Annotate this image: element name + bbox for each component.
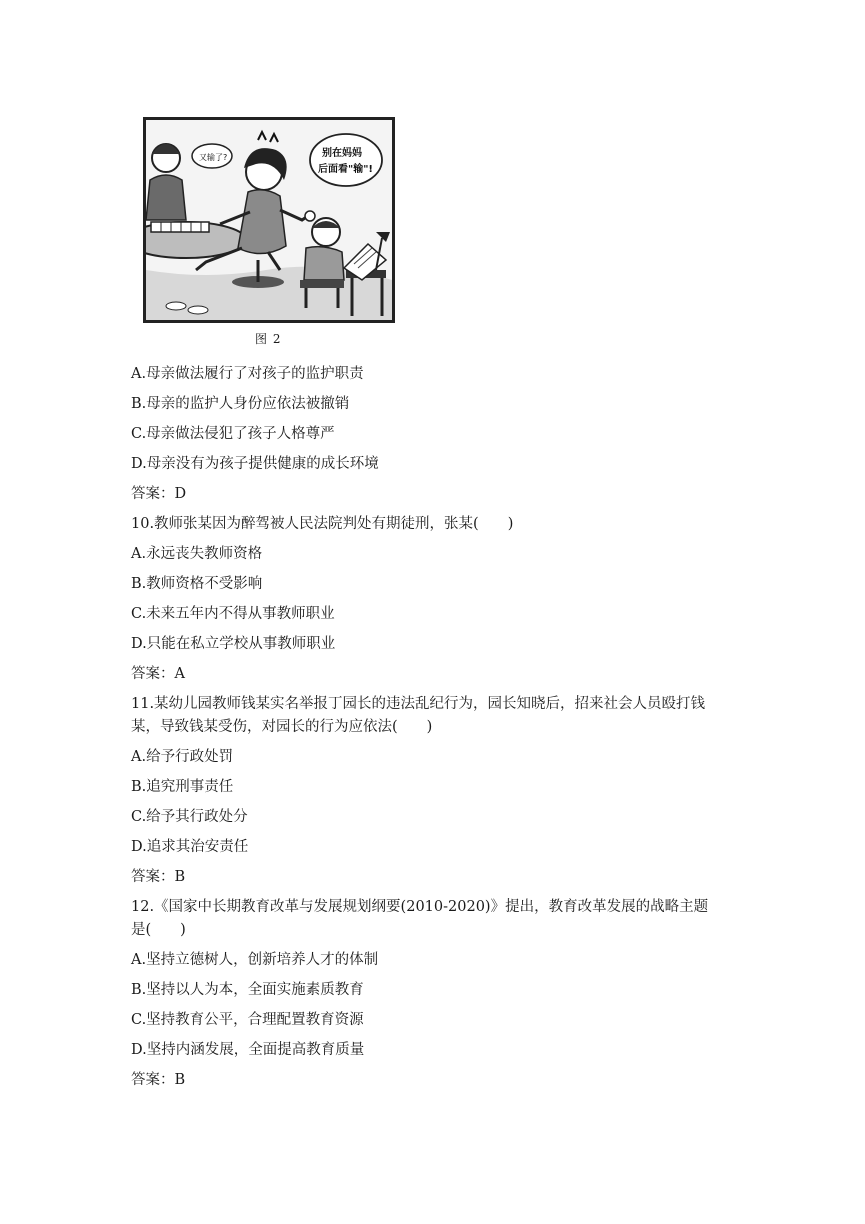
q12-stem-line1: 12.《国家中长期教育改革与发展规划纲要(2010-2020)》提出，教育改革发展的战略主题	[131, 899, 709, 915]
q11-option-a: A.给予行政处罚	[131, 749, 234, 765]
q12-option-a: A.坚持立德树人，创新培养人才的体制	[131, 952, 379, 968]
cartoon-illustration	[146, 120, 392, 320]
bubble-left-text: 又输了?	[199, 153, 228, 162]
q10-option-d: D.只能在私立学校从事教师职业	[131, 636, 336, 652]
bubble-right-line1: 别在妈妈	[322, 148, 362, 159]
q12-option-d: D.坚持内涵发展，全面提高教育质量	[131, 1042, 365, 1058]
q10-option-b: B.教师资格不受影响	[131, 576, 263, 592]
q9-option-a: A.母亲做法履行了对孩子的监护职责	[131, 366, 364, 382]
q11-stem-line2: 某，导致钱某受伤，对园长的行为应依法( )	[131, 719, 433, 735]
q12-stem-line2: 是( )	[131, 922, 186, 938]
q11-option-c: C.给予其行政处分	[131, 809, 248, 825]
q12-option-b: B.坚持以人为本，全面实施素质教育	[131, 982, 364, 998]
q12-option-c: C.坚持教育公平，合理配置教育资源	[131, 1012, 364, 1028]
q11-stem-line1: 11.某幼儿园教师钱某实名举报丁园长的违法乱纪行为，园长知晓后，招来社会人员殴打钱	[131, 696, 706, 712]
q10-option-a: A.永远丧失教师资格	[131, 546, 263, 562]
q9-option-c: C.母亲做法侵犯了孩子人格尊严	[131, 426, 335, 442]
q9-option-b: B.母亲的监护人身份应依法被撤销	[131, 396, 350, 412]
q9-option-d: D.母亲没有为孩子提供健康的成长环境	[131, 456, 379, 472]
q10-option-c: C.未来五年内不得从事教师职业	[131, 606, 335, 622]
q11-answer: 答案：B	[131, 869, 186, 885]
q11-option-d: D.追求其治安责任	[131, 839, 249, 855]
cartoon-figure	[143, 117, 395, 323]
figure-caption: 图 2	[255, 332, 282, 346]
q9-answer: 答案：D	[131, 486, 187, 502]
bubble-right-line2: 后面看"输"!	[318, 164, 373, 175]
q12-answer: 答案：B	[131, 1072, 186, 1088]
q10-stem: 10.教师张某因为醉驾被人民法院判处有期徒刑，张某( )	[131, 516, 514, 532]
q11-option-b: B.追究刑事责任	[131, 779, 234, 795]
q10-answer: 答案：A	[131, 666, 185, 682]
